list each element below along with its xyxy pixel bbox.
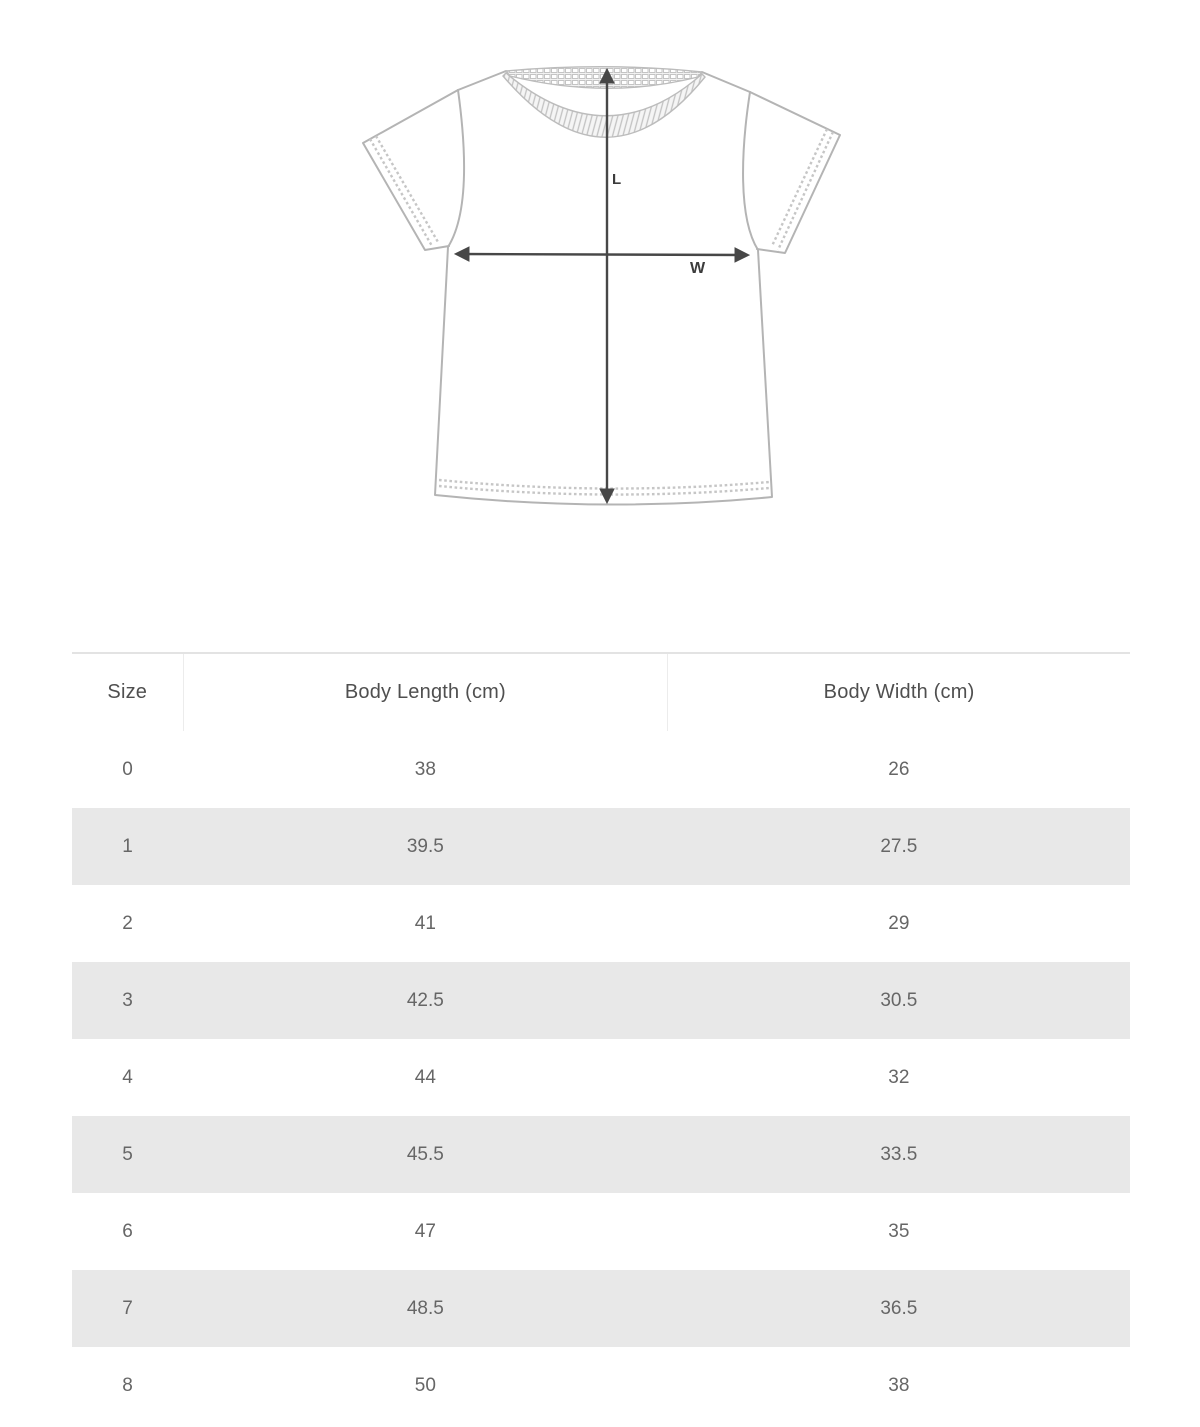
tshirt-diagram-svg [355, 50, 855, 525]
body-width-cell: 35 [888, 1220, 910, 1242]
body-length-cell: 41 [414, 912, 436, 934]
body-width-cell: 27.5 [880, 835, 918, 857]
size-cell: 7 [122, 1297, 133, 1319]
body-length-cell: 42.5 [406, 989, 444, 1011]
right-sleeve-stitch-2 [772, 129, 827, 246]
size-cell: 8 [122, 1374, 133, 1396]
size-cell: 5 [122, 1143, 133, 1165]
size-chart-table [72, 652, 1130, 1424]
stitching [370, 129, 833, 495]
body-length-cell: 48.5 [406, 1297, 444, 1319]
left-shoulder-seam [458, 71, 506, 90]
body-length-cell: 45.5 [406, 1143, 444, 1165]
size-cell: 1 [122, 835, 133, 857]
body-length-cell: 50 [414, 1374, 436, 1396]
size-cell: 4 [122, 1066, 133, 1088]
size-chart-header [72, 653, 1130, 731]
tshirt-measurement-diagram [355, 50, 855, 525]
right-sleeve-stitch-1 [778, 132, 833, 250]
right-shoulder-seam [702, 72, 750, 92]
body-width-cell: 26 [888, 758, 910, 780]
table-row [72, 808, 1130, 885]
body-length-cell: 47 [414, 1220, 436, 1242]
body-width-cell: 38 [888, 1374, 910, 1396]
size-chart-body [72, 731, 1130, 1424]
width-label: W [690, 260, 706, 277]
size-chart-section [72, 652, 1130, 1424]
left-sleeve [363, 90, 458, 250]
size-cell: 2 [122, 912, 133, 934]
body-width-cell: 29 [888, 912, 910, 934]
shirt-body [435, 90, 772, 505]
body-length-cell: 44 [414, 1066, 436, 1088]
table-row [72, 1347, 1130, 1424]
body-length-cell: 38 [414, 758, 436, 780]
length-label: L [612, 171, 622, 188]
right-sleeve [750, 92, 840, 253]
hem-stitch-2 [439, 486, 769, 495]
size-cell: 0 [122, 758, 133, 780]
size-cell: 6 [122, 1220, 133, 1242]
body-width-cell: 32 [888, 1066, 910, 1088]
size-cell: 3 [122, 989, 133, 1011]
collar-back-band [506, 67, 702, 89]
table-row [72, 1039, 1130, 1116]
table-row [72, 885, 1130, 962]
table-row [72, 1270, 1130, 1347]
body-width-cell: 33.5 [880, 1143, 918, 1165]
left-sleeve-stitch-2 [376, 136, 438, 242]
body-width-cell: 30.5 [880, 989, 918, 1011]
column-header-size: Size [72, 653, 183, 731]
table-row [72, 962, 1130, 1039]
header-row [72, 653, 1130, 731]
width-arrow [457, 254, 747, 255]
column-header-body-width: Body Width (cm) [668, 653, 1130, 731]
table-row [72, 1193, 1130, 1270]
body-width-cell: 36.5 [880, 1297, 918, 1319]
hem-stitch-1 [439, 480, 769, 489]
table-row [72, 1116, 1130, 1193]
collar [503, 67, 705, 138]
table-row [72, 731, 1130, 808]
left-sleeve-stitch-1 [370, 139, 432, 246]
column-header-body-length: Body Length (cm) [183, 653, 668, 731]
body-length-cell: 39.5 [406, 835, 444, 857]
